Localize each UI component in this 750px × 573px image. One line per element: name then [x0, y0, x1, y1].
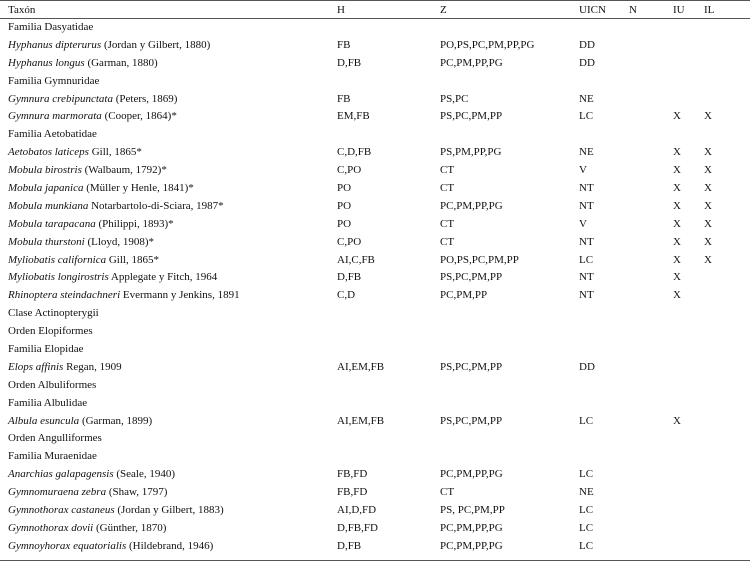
zone-cell: PO,PS,PC,PM,PP,PG [440, 38, 535, 51]
taxon-cell [0, 537, 337, 555]
group-row [0, 376, 750, 394]
taxon-cell [0, 36, 337, 54]
habitat-cell: C,D,FB [337, 146, 372, 159]
species-row [0, 465, 750, 483]
il-cell [704, 519, 750, 537]
taxon-cell [0, 412, 337, 430]
uicn-cell: V [579, 164, 587, 177]
il-cell [704, 465, 750, 483]
uicn-cell: NT [579, 181, 594, 194]
il-cell: X [704, 146, 712, 159]
iu-cell: X [673, 110, 681, 123]
il-cell: X [704, 217, 712, 230]
species-name: Hyphanus dipterurus [8, 38, 102, 51]
uicn-cell: LC [579, 503, 594, 516]
species-author: (Hildebrand, 1946) [128, 539, 214, 552]
habitat-cell: AI,D,FD [337, 503, 377, 516]
iu-cell: X [673, 217, 681, 230]
n-cell [629, 519, 673, 537]
n-cell [629, 358, 673, 376]
species-author: (Müller y Henle, 1841)* [86, 181, 194, 194]
species-row [0, 519, 750, 537]
species-author: (Cooper, 1864)* [104, 110, 177, 123]
n-cell [629, 107, 673, 125]
habitat-cell: AI,EM,FB [337, 360, 385, 373]
n-cell [629, 233, 673, 251]
species-name: Mobula japanica [8, 181, 84, 194]
il-cell: X [704, 253, 712, 266]
taxon-cell [0, 519, 337, 537]
uicn-cell: LC [579, 414, 594, 427]
species-row [0, 268, 750, 286]
species-author: Regan, 1909 [66, 360, 122, 373]
il-cell: X [704, 199, 712, 212]
iu-cell: X [673, 253, 681, 266]
il-cell: X [704, 235, 712, 248]
group-label: Clase Actinopterygii [8, 307, 99, 320]
group-label: Familia Muraenidae [8, 450, 97, 463]
species-name: Gymnothorax dovii [8, 521, 94, 534]
species-name: Hyphanus longus [8, 56, 85, 69]
species-row [0, 233, 750, 251]
species-author: Applegate y Fitch, 1964 [110, 271, 218, 284]
species-name: Elops affinis [8, 360, 64, 373]
iu-cell [673, 36, 704, 54]
taxon-cell [0, 197, 337, 215]
uicn-cell: LC [579, 521, 594, 534]
uicn-cell: LC [579, 539, 594, 552]
species-row [0, 286, 750, 304]
iu-cell [673, 90, 704, 108]
taxon-cell [0, 251, 337, 269]
taxon-cell [0, 179, 337, 197]
habitat-cell: AI,C,FB [337, 253, 375, 266]
species-row [0, 197, 750, 215]
species-row [0, 36, 750, 54]
species-name: Gymnothorax castaneus [8, 503, 115, 516]
group-row [0, 304, 750, 322]
habitat-cell: PO [337, 217, 352, 230]
zone-cell: CT [440, 217, 455, 230]
habitat-cell: D,FB,FD [337, 521, 378, 534]
species-name: Myliobatis californica [8, 253, 107, 266]
species-row [0, 358, 750, 376]
species-author: Notarbartolo-di-Sciara, 1987* [91, 199, 224, 212]
uicn-cell: DD [579, 360, 595, 373]
uicn-cell: NT [579, 289, 594, 302]
uicn-cell: NE [579, 146, 594, 159]
il-cell: X [704, 164, 712, 177]
uicn-cell: NT [579, 199, 594, 212]
zone-cell: PS, PC,PM,PP [440, 503, 505, 516]
species-name: Gymnura marmorata [8, 110, 102, 123]
taxon-cell [0, 268, 337, 286]
group-label: Orden Elopiformes [8, 325, 93, 338]
species-name: Gymnoyhorax equatorialis [8, 539, 127, 552]
iu-cell: X [673, 271, 681, 284]
habitat-cell: C,PO [337, 235, 362, 248]
taxon-cell [0, 161, 337, 179]
header-iu: IU [673, 3, 685, 16]
species-name: Aetobatos laticeps [8, 146, 89, 159]
species-author: Evermann y Jenkins, 1891 [122, 289, 240, 302]
il-cell [704, 54, 750, 72]
taxon-cell [0, 143, 337, 161]
n-cell [629, 483, 673, 501]
habitat-cell: PO [337, 199, 352, 212]
table-body [0, 18, 750, 555]
habitat-cell: PO [337, 181, 352, 194]
n-cell [629, 251, 673, 269]
zone-cell: PO,PS,PC,PM,PP [440, 253, 519, 266]
species-name: Myliobatis longirostris [8, 271, 109, 284]
species-author: (Walbaum, 1792)* [84, 164, 167, 177]
header-n: N [629, 3, 637, 16]
taxon-cell [0, 54, 337, 72]
uicn-cell: DD [579, 56, 595, 69]
group-row [0, 429, 750, 447]
habitat-cell: D,FB [337, 271, 362, 284]
iu-cell: X [673, 146, 681, 159]
species-row [0, 537, 750, 555]
header-z: Z [440, 3, 447, 16]
species-name: Albula esuncula [8, 414, 80, 427]
habitat-cell: EM,FB [337, 110, 370, 123]
header-row [0, 1, 750, 18]
n-cell [629, 412, 673, 430]
il-cell [704, 537, 750, 555]
il-cell: X [704, 181, 712, 194]
species-author: (Seale, 1940) [116, 468, 176, 481]
n-cell [629, 54, 673, 72]
species-name: Mobula thurstoni [8, 235, 85, 248]
zone-cell: PC,PM,PP [440, 289, 488, 302]
taxon-cell [0, 465, 337, 483]
iu-cell: X [673, 199, 681, 212]
group-label: Orden Albuliformes [8, 378, 97, 391]
group-row [0, 447, 750, 465]
n-cell [629, 268, 673, 286]
zone-cell: PS,PM,PP,PG [440, 146, 502, 159]
zone-cell: CT [440, 181, 455, 194]
species-row [0, 54, 750, 72]
species-name: Mobula birostris [8, 164, 82, 177]
habitat-cell: FB,FD [337, 486, 368, 499]
species-row [0, 412, 750, 430]
iu-cell [673, 483, 704, 501]
header-uicn: UICN [579, 3, 606, 16]
iu-cell [673, 465, 704, 483]
species-author: (Jordan y Gilbert, 1880) [103, 38, 211, 51]
il-cell [704, 268, 750, 286]
group-row [0, 18, 750, 36]
taxon-cell [0, 215, 337, 233]
iu-cell: X [673, 235, 681, 248]
n-cell [629, 161, 673, 179]
n-cell [629, 36, 673, 54]
il-cell [704, 412, 750, 430]
species-name: Mobula tarapacana [8, 217, 96, 230]
zone-cell: PC,PM,PP,PG [440, 521, 503, 534]
habitat-cell: AI,EM,FB [337, 414, 385, 427]
n-cell [629, 179, 673, 197]
group-row [0, 72, 750, 90]
habitat-cell: FB,FD [337, 468, 368, 481]
species-row [0, 483, 750, 501]
zone-cell: PS,PC [440, 92, 469, 105]
habitat-cell: D,FB [337, 56, 362, 69]
iu-cell [673, 537, 704, 555]
uicn-cell: LC [579, 468, 594, 481]
uicn-cell: NE [579, 92, 594, 105]
taxon-cell [0, 233, 337, 251]
habitat-cell: FB [337, 92, 351, 105]
il-cell [704, 90, 750, 108]
il-cell [704, 36, 750, 54]
species-row [0, 251, 750, 269]
group-label: Familia Gymnuridae [8, 74, 100, 87]
zone-cell: PC,PM,PP,PG [440, 199, 503, 212]
uicn-cell: LC [579, 110, 594, 123]
uicn-cell: NE [579, 486, 594, 499]
n-cell [629, 465, 673, 483]
iu-cell: X [673, 181, 681, 194]
group-label: Familia Albulidae [8, 396, 88, 409]
group-label: Familia Dasyatidae [8, 20, 94, 33]
n-cell [629, 215, 673, 233]
il-cell [704, 501, 750, 519]
species-author: (Lloyd, 1908)* [87, 235, 155, 248]
n-cell [629, 286, 673, 304]
group-row [0, 340, 750, 358]
group-row [0, 322, 750, 340]
group-row [0, 394, 750, 412]
species-row [0, 179, 750, 197]
zone-cell: CT [440, 164, 455, 177]
species-author: (Philippi, 1893)* [98, 217, 174, 230]
habitat-cell: FB [337, 38, 351, 51]
group-label: Familia Elopidae [8, 342, 84, 355]
uicn-cell: V [579, 217, 587, 230]
habitat-cell: C,PO [337, 164, 362, 177]
iu-cell [673, 501, 704, 519]
species-author: (Peters, 1869) [115, 92, 178, 105]
taxon-cell [0, 107, 337, 125]
zone-cell: PC,PM,PP,PG [440, 539, 503, 552]
iu-cell [673, 54, 704, 72]
header-il: IL [704, 3, 715, 16]
species-author: (Shaw, 1797) [108, 486, 168, 499]
n-cell [629, 197, 673, 215]
iu-cell: X [673, 414, 681, 427]
zone-cell: PS,PC,PM,PP [440, 360, 503, 373]
group-label: Orden Angulliformes [8, 432, 102, 445]
zone-cell: PC,PM,PP,PG [440, 468, 503, 481]
n-cell [629, 143, 673, 161]
bottom-rule [0, 560, 750, 561]
species-name: Anarchias galapagensis [8, 468, 114, 481]
iu-cell: X [673, 164, 681, 177]
header-taxon: Taxón [8, 3, 36, 16]
species-row [0, 143, 750, 161]
zone-cell: CT [440, 486, 455, 499]
header-h: H [337, 3, 345, 16]
zone-cell: CT [440, 235, 455, 248]
species-row [0, 501, 750, 519]
species-row [0, 161, 750, 179]
species-author: Gill, 1865* [108, 253, 159, 266]
species-author: (Jordan y Gilbert, 1883) [117, 503, 224, 516]
iu-cell [673, 358, 704, 376]
il-cell [704, 358, 750, 376]
il-cell [704, 483, 750, 501]
uicn-cell: LC [579, 253, 594, 266]
zone-cell: PS,PC,PM,PP [440, 414, 503, 427]
taxon-cell [0, 483, 337, 501]
species-row [0, 107, 750, 125]
species-row [0, 215, 750, 233]
n-cell [629, 501, 673, 519]
species-name: Rhinoptera steindachneri [8, 289, 121, 302]
zone-cell: PS,PC,PM,PP [440, 110, 503, 123]
species-author: (Garman, 1899) [81, 414, 153, 427]
species-author: (Günther, 1870) [95, 521, 167, 534]
species-name: Gymnomuraena zebra [8, 486, 107, 499]
group-row [0, 125, 750, 143]
zone-cell: PC,PM,PP,PG [440, 56, 503, 69]
iu-cell [673, 519, 704, 537]
habitat-cell: D,FB [337, 539, 362, 552]
species-table [0, 1, 750, 555]
uicn-cell: NT [579, 235, 594, 248]
species-name: Gymnura crebipunctata [8, 92, 113, 105]
habitat-cell: C,D [337, 289, 356, 302]
taxon-cell [0, 501, 337, 519]
iu-cell: X [673, 289, 681, 302]
taxon-cell [0, 286, 337, 304]
group-label: Familia Aetobatidae [8, 128, 97, 141]
n-cell [629, 90, 673, 108]
species-row [0, 90, 750, 108]
uicn-cell: NT [579, 271, 594, 284]
taxon-cell [0, 90, 337, 108]
species-author: Gill, 1865* [91, 146, 142, 159]
species-name: Mobula munkiana [8, 199, 89, 212]
n-cell [629, 537, 673, 555]
il-cell [704, 286, 750, 304]
il-cell: X [704, 110, 712, 123]
zone-cell: PS,PC,PM,PP [440, 271, 503, 284]
taxon-cell [0, 358, 337, 376]
species-author: (Garman, 1880) [87, 56, 158, 69]
uicn-cell: DD [579, 38, 595, 51]
